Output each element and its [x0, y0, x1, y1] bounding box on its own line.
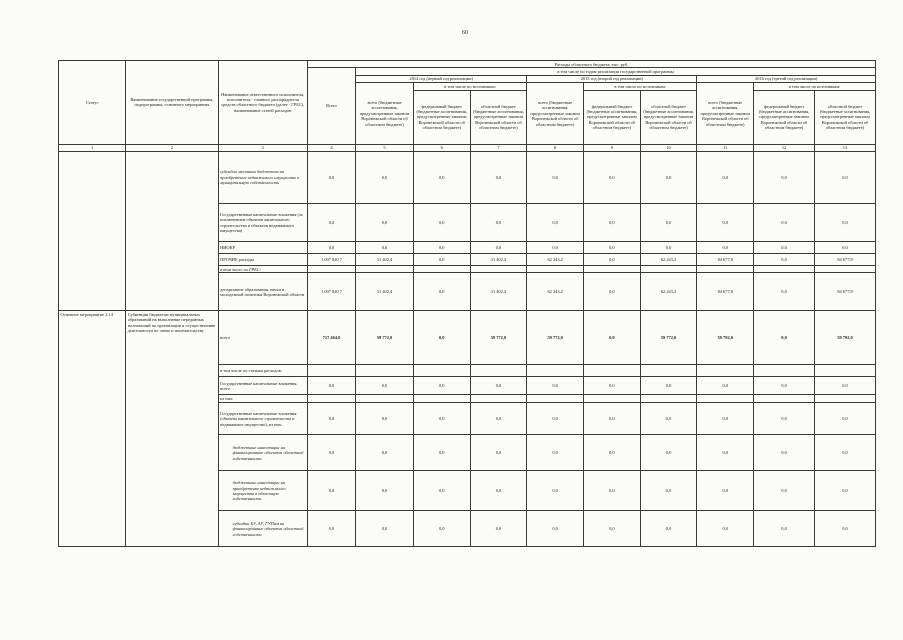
value-cell: 0,0 — [470, 204, 527, 242]
row-label: Государственные капитальные вложения (объекты капитального строительства и недвижимое имущество), из них: — [218, 403, 307, 435]
value-cell: 0,0 — [697, 377, 754, 395]
value-cell: 0,0 — [815, 377, 876, 395]
header-2016-all: всего (бюджетные ассигнования, предусмотренные законом Воронежской области об областном бюджете) — [697, 83, 754, 144]
value-cell: 0,0 — [307, 511, 355, 547]
value-cell — [356, 395, 414, 403]
header-expenses: Расходы областного бюджета, тыс. руб. — [307, 61, 875, 68]
row-label: в том числе по ГРБС: — [218, 266, 307, 273]
value-cell: 0,0 — [697, 403, 754, 435]
value-cell: 0,0 — [640, 471, 697, 511]
value-cell: 0,0 — [413, 152, 470, 204]
col-number: 1 — [59, 144, 126, 151]
value-cell: 0,0 — [356, 152, 414, 204]
header-2014-federal: федеральный бюджет (бюджетные ассигнования, предусмотренные законом Воронежской области об областном бюджете) — [413, 90, 470, 144]
value-cell: 0,0 — [584, 204, 641, 242]
value-cell: 0,0 — [413, 435, 470, 471]
value-cell: 84 677,8 — [697, 273, 754, 311]
header-2015-regional: областной бюджет (бюджетные ассигнования, предусмотренные законом Воронежской области об областном бюджете) — [640, 90, 697, 144]
value-cell: 0,0 — [527, 242, 584, 254]
value-cell — [640, 395, 697, 403]
col-number: 9 — [584, 144, 641, 151]
value-cell: 0,0 — [754, 435, 815, 471]
value-cell — [754, 395, 815, 403]
value-cell: 0,0 — [527, 471, 584, 511]
value-cell: 0,0 — [307, 152, 355, 204]
value-cell: 0,0 — [356, 204, 414, 242]
row-label: Государственные капитальные вложения, всего — [218, 377, 307, 395]
value-cell: 0,0 — [815, 204, 876, 242]
value-cell: 1 007 820,7 — [307, 254, 355, 266]
value-cell: 0,0 — [640, 435, 697, 471]
value-cell — [815, 395, 876, 403]
value-cell — [527, 365, 584, 377]
value-cell: 0,0 — [307, 242, 355, 254]
value-cell: 0,0 — [470, 152, 527, 204]
col-number: 2 — [126, 144, 218, 151]
value-cell: 0,0 — [640, 403, 697, 435]
status-cell: Основное мероприятие 2.14 — [59, 311, 126, 547]
program-name-cell — [126, 152, 218, 311]
value-cell: 0,0 — [307, 471, 355, 511]
value-cell: 0,0 — [584, 152, 641, 204]
value-cell — [815, 266, 876, 273]
value-cell: 0,0 — [413, 403, 470, 435]
value-cell: 59 792,0 — [697, 311, 754, 365]
value-cell: 0,0 — [527, 511, 584, 547]
value-cell — [470, 395, 527, 403]
header-2014-regional: областной бюджет (бюджетные ассигнования, предусмотренные законом Воронежской области об областном бюджете) — [470, 90, 527, 144]
value-cell — [697, 365, 754, 377]
header-2016-by-sources: в том числе по источникам: — [754, 83, 876, 90]
value-cell — [356, 266, 414, 273]
value-cell: 0,0 — [413, 311, 470, 365]
col-number: 10 — [640, 144, 697, 151]
value-cell: 0,0 — [815, 242, 876, 254]
col-number: 6 — [413, 144, 470, 151]
value-cell: 0,0 — [584, 273, 641, 311]
value-cell: 0,0 — [754, 242, 815, 254]
value-cell — [470, 266, 527, 273]
value-cell: 59 772,0 — [470, 311, 527, 365]
value-cell: 0,0 — [754, 152, 815, 204]
value-cell: 0,0 — [584, 435, 641, 471]
col-number: 11 — [697, 144, 754, 151]
header-2016-regional: областной бюджет (бюджетные ассигнования, предусмотренные законом Воронежской области об областном бюджете) — [815, 90, 876, 144]
value-cell — [413, 266, 470, 273]
value-cell: 0,0 — [754, 511, 815, 547]
value-cell: 0,0 — [640, 152, 697, 204]
value-cell — [413, 365, 470, 377]
value-cell — [815, 365, 876, 377]
value-cell: 0,0 — [356, 471, 414, 511]
program-name-cell: Субвенции бюджетам муниципальных образований на выполнение переданных полномочий по организации и осуществлению деятельности по опеке и попечительству — [126, 311, 218, 547]
value-cell: 0,0 — [584, 511, 641, 547]
value-cell: 62 243,2 — [640, 254, 697, 266]
row-label: бюджетные инвестиции на финансирование объектов областной собственности — [218, 435, 307, 471]
value-cell: 59 772,0 — [527, 311, 584, 365]
value-cell: 0,0 — [527, 204, 584, 242]
value-cell: 0,0 — [470, 403, 527, 435]
col-number: 5 — [356, 144, 414, 151]
value-cell: 0,0 — [356, 403, 414, 435]
value-cell — [356, 365, 414, 377]
value-cell — [413, 395, 470, 403]
value-cell: 62 243,2 — [640, 273, 697, 311]
value-cell — [640, 365, 697, 377]
header-year-2015: 2015 год (второй год реализации) — [527, 75, 697, 82]
value-cell: 0,0 — [640, 204, 697, 242]
table-row — [59, 311, 876, 365]
value-cell: 0,0 — [697, 152, 754, 204]
value-cell: 62 243,2 — [527, 254, 584, 266]
value-cell: 0,0 — [470, 471, 527, 511]
value-cell: 59 772,0 — [640, 311, 697, 365]
table-row — [59, 152, 876, 204]
header-2015-federal: федеральный бюджет (бюджетные ассигнования, предусмотренные законом Воронежской области об областном бюджете) — [584, 90, 641, 144]
col-number: 3 — [218, 144, 307, 151]
value-cell: 84 677,8 — [815, 254, 876, 266]
value-cell: 0,0 — [356, 435, 414, 471]
row-label: всего — [218, 311, 307, 365]
value-cell: 0,0 — [527, 152, 584, 204]
value-cell: 0,0 — [356, 511, 414, 547]
value-cell: 0,0 — [754, 471, 815, 511]
value-cell: 0,0 — [584, 471, 641, 511]
value-cell: 31 402,4 — [470, 273, 527, 311]
value-cell: 0,0 — [413, 511, 470, 547]
value-cell: 0,0 — [527, 377, 584, 395]
header-2015-by-sources: в том числе по источникам: — [584, 83, 697, 90]
value-cell: 0,0 — [754, 377, 815, 395]
value-cell: 0,0 — [754, 311, 815, 365]
col-number: 12 — [754, 144, 815, 151]
value-cell: 0,0 — [697, 435, 754, 471]
header-2014-all: всего (бюджетные ассигнования, предусмотренные законом Воронежской области об областном бюджете) — [356, 83, 414, 144]
value-cell: 31 402,4 — [470, 254, 527, 266]
row-label: субсидии местным бюджетам на приобретение недвижимого имущества в муниципальную собственность — [218, 152, 307, 204]
value-cell: 0,0 — [584, 403, 641, 435]
value-cell — [754, 365, 815, 377]
value-cell: 0,0 — [754, 254, 815, 266]
value-cell: 0,0 — [356, 377, 414, 395]
status-cell — [59, 152, 126, 311]
value-cell: 59 792,0 — [815, 311, 876, 365]
row-label: из них: — [218, 395, 307, 403]
header-2014-by-sources: в том числе по источникам: — [413, 83, 526, 90]
value-cell — [584, 266, 641, 273]
row-label: Государственные капитальные вложения (за исключением объектов капитального строительства и объектов недвижимого имущества) — [218, 204, 307, 242]
value-cell: 0,0 — [815, 435, 876, 471]
value-cell: 62 243,2 — [527, 273, 584, 311]
value-cell: 0,0 — [815, 152, 876, 204]
value-cell: 84 677,8 — [697, 254, 754, 266]
header-total: Всего — [307, 68, 355, 144]
value-cell — [307, 395, 355, 403]
value-cell: 0,0 — [584, 377, 641, 395]
header-year-2014: 2014 год (первый год реализации) — [356, 75, 527, 82]
col-number: 7 — [470, 144, 527, 151]
value-cell: 0,0 — [815, 471, 876, 511]
row-label: бюджетные инвестиции на приобретение недвижимого имущества в областную собственность — [218, 471, 307, 511]
header-program-name: Наименование государственной программы, подпрограммы, основного мероприятия — [126, 61, 218, 145]
value-cell: 0,0 — [470, 511, 527, 547]
value-cell: 0,0 — [754, 273, 815, 311]
value-cell: 31 402,4 — [356, 254, 414, 266]
value-cell: 0,0 — [413, 254, 470, 266]
value-cell: 0,0 — [697, 511, 754, 547]
value-cell: 0,0 — [307, 435, 355, 471]
col-number: 4 — [307, 144, 355, 151]
value-cell: 0,0 — [413, 471, 470, 511]
value-cell: 0,0 — [527, 435, 584, 471]
row-label: ПРОЧИЕ расходы — [218, 254, 307, 266]
budget-table — [58, 60, 876, 547]
header-2015-all: всего (бюджетные ассигнования, предусмотренные законом Воронежской области об областном бюджете) — [527, 83, 584, 144]
value-cell — [697, 395, 754, 403]
value-cell: 717 464,0 — [307, 311, 355, 365]
row-label: субсидии БУ, АУ, ГУПам на финансирование объектов областной собственности — [218, 511, 307, 547]
value-cell: 0,0 — [307, 377, 355, 395]
value-cell — [307, 365, 355, 377]
value-cell: 0,0 — [815, 403, 876, 435]
value-cell — [697, 266, 754, 273]
value-cell: 0,0 — [307, 204, 355, 242]
value-cell: 0,0 — [584, 311, 641, 365]
value-cell: 0,0 — [640, 377, 697, 395]
value-cell: 0,0 — [584, 242, 641, 254]
value-cell: 0,0 — [470, 242, 527, 254]
value-cell: 0,0 — [697, 242, 754, 254]
value-cell: 0,0 — [413, 377, 470, 395]
header-year-2016: 2016 год (третий год реализации) — [697, 75, 876, 82]
value-cell: 0,0 — [640, 511, 697, 547]
row-label: департамент образования, науки и молодежной политики Воронежской области — [218, 273, 307, 311]
value-cell: 0,0 — [640, 242, 697, 254]
value-cell: 0,0 — [697, 204, 754, 242]
value-cell: 59 772,0 — [356, 311, 414, 365]
row-label: НИОКР — [218, 242, 307, 254]
value-cell: 0,0 — [413, 204, 470, 242]
value-cell: 0,0 — [356, 242, 414, 254]
value-cell: 0,0 — [527, 403, 584, 435]
value-cell — [307, 266, 355, 273]
value-cell — [584, 365, 641, 377]
value-cell: 0,0 — [697, 471, 754, 511]
value-cell: 1 007 820,7 — [307, 273, 355, 311]
value-cell: 0,0 — [754, 403, 815, 435]
page-number: 60 — [462, 30, 468, 36]
value-cell: 0,0 — [470, 377, 527, 395]
value-cell — [754, 266, 815, 273]
col-number: 13 — [815, 144, 876, 151]
header-status: Статус — [59, 61, 126, 145]
header-2016-federal: федеральный бюджет (бюджетные ассигнования, предусмотренные законом Воронежской области об областном бюджете) — [754, 90, 815, 144]
header-by-years: в том числе по годам реализации государственной программы — [356, 68, 876, 75]
value-cell: 31 402,4 — [356, 273, 414, 311]
col-number: 8 — [527, 144, 584, 151]
value-cell: 0,0 — [413, 273, 470, 311]
value-cell: 0,0 — [754, 204, 815, 242]
row-label: в том числе по статьям расходов: — [218, 365, 307, 377]
value-cell: 0,0 — [413, 242, 470, 254]
value-cell: 0,0 — [470, 435, 527, 471]
value-cell — [527, 395, 584, 403]
value-cell: 84 677,8 — [815, 273, 876, 311]
value-cell — [584, 395, 641, 403]
value-cell — [527, 266, 584, 273]
value-cell: 0,0 — [815, 511, 876, 547]
value-cell: 0,0 — [584, 254, 641, 266]
header-executor: Наименование ответственного исполнителя, исполнителя - главного распорядителя средств областного бюджета (далее - ГРБС), наименование статей расходов — [218, 61, 307, 145]
value-cell — [640, 266, 697, 273]
value-cell: 0,0 — [307, 403, 355, 435]
value-cell — [470, 365, 527, 377]
